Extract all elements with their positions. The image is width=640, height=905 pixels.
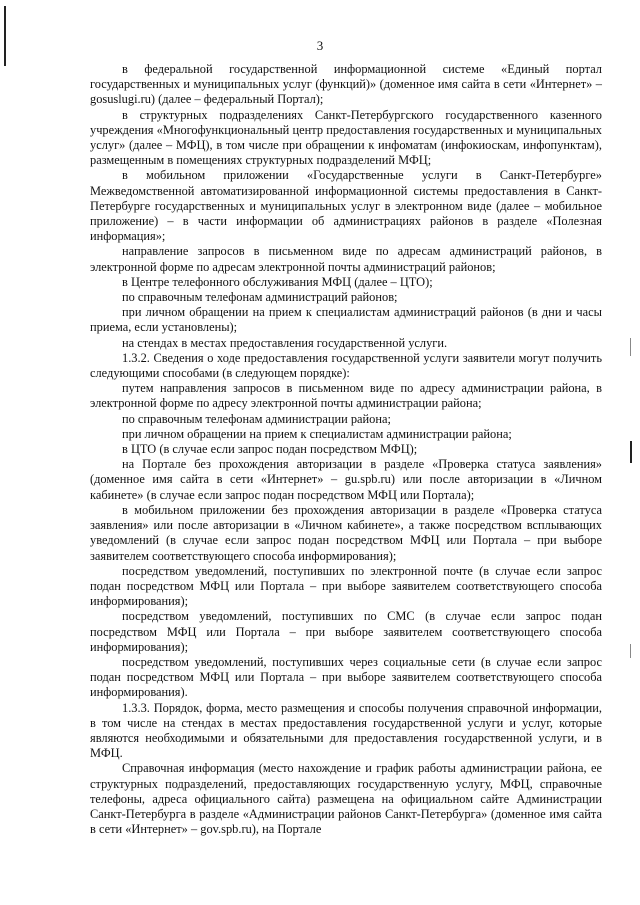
paragraph-cto-mfc: в ЦТО (в случае если запрос подан посредством МФЦ); — [122, 442, 418, 457]
paragraph-phones-district: по справочным телефонам администрации района; — [122, 411, 391, 426]
scan-edge-mark-right-2 — [630, 441, 632, 463]
scan-edge-mark-right-3 — [630, 644, 631, 658]
paragraph-section-1-3-2: 1.3.2. Сведения о ходе предоставления государственной услуги заявители могут получить следующими способами (в следующем порядке): — [90, 350, 602, 381]
paragraph-phones: по справочным телефонам администраций районов; — [122, 290, 398, 305]
paragraph-mobile-status: в мобильном приложении без прохождения авторизации в разделе «Проверка статуса заявления» или после авторизации в «Личном кабинете», а также посредством всплывающих уведомлений (в случае если запрос подан посредством МФЦ или Портала – при выборе заявителем соответствующего способа информирования); — [90, 502, 602, 563]
paragraph-sms-notifications: посредством уведомлений, поступивших по СМС (в случае если запрос подан посредством МФЦ или Портала – при выборе заявителем соответствующего способа информирования); — [90, 609, 602, 654]
paragraph-written-requests: направление запросов в письменном виде по адресам администраций районов, в электронной форме по адресам электронной почты администраций районов; — [90, 244, 602, 274]
paragraph-personal-visit: при личном обращении на прием к специалистам администраций районов (в дни и часы приема, если установлены); — [90, 305, 602, 335]
document-body — [90, 62, 602, 837]
paragraph-mobile-app: в мобильном приложении «Государственные услуги в Санкт-Петербурге» Межведомственной автоматизированной информационной системы предоставления в Санкт-Петербурге государственных и муниципальных услуг в электронном виде (далее – мобильное приложение) – в части информации об администрациях районов в разделе «Полезная информация»; — [90, 168, 602, 244]
paragraph-federal-portal: в федеральной государственной информационной системе «Единый портал государственных и муниципальных услуг (функций)» (доменное имя сайта в сети «Интернет» – gosuslugi.ru) (далее – федеральный Портал); — [90, 62, 602, 107]
paragraph-personal-visit-district: при личном обращении на прием к специалистам администрации района; — [122, 426, 512, 441]
paragraph-stands: на стендах в местах предоставления государственной услуги. — [122, 335, 448, 350]
scan-edge-mark-top-left — [4, 6, 6, 66]
paragraph-reference-info: Справочная информация (место нахождение и график работы администрации района, ее структурных подразделений, предоставляющих государственную услугу, МФЦ, справочные телефоны, адреса официального сайта) размещена на официальном сайте Администрации Санкт-Петербурга в разделе «Администрации районов Санкт-Петербурга» (доменное имя сайта в сети «Интернет» – gov.spb.ru), на Портале — [90, 761, 602, 837]
paragraph-mfc: в структурных подразделениях Санкт-Петербургского государственного казенного учреждения «Многофункциональный центр предоставления государственных и муниципальных услуг» (далее – МФЦ), в том числе при обращении к инфоматам (инфокиоскам, инфопунктам), размещенным в помещениях структурных подразделений МФЦ; — [90, 107, 602, 168]
page-number: 3 — [316, 38, 324, 53]
paragraph-written-request-district: путем направления запросов в письменном виде по адресу администрации района, в электронной форме по адресу электронной почты администрации района; — [90, 381, 602, 411]
paragraph-portal-status: на Портале без прохождения авторизации в разделе «Проверка статуса заявления» (доменное имя сайта в сети «Интернет» – gu.spb.ru) или после авторизации в «Личном кабинете» (в случае если запрос подан посредством МФЦ или Портала); — [90, 457, 602, 502]
paragraph-section-1-3-3: 1.3.3. Порядок, форма, место размещения и способы получения справочной информации, в том числе на стендах в местах предоставления государственной услуги и услуг, которые являются необходимыми и обязательными для предоставления государственной услуги, и в МФЦ. — [90, 700, 602, 761]
scan-edge-mark-right-1 — [630, 338, 631, 356]
paragraph-social-notifications: посредством уведомлений, поступивших через социальные сети (в случае если запрос подан посредством МФЦ или Портала – при выборе заявителем соответствующего способа информирования). — [90, 654, 602, 700]
paragraph-email-notifications: посредством уведомлений, поступивших по электронной почте (в случае если запрос подан посредством МФЦ или Портала – при выборе заявителем соответствующего способа информирования); — [90, 563, 602, 609]
paragraph-cto: в Центре телефонного обслуживания МФЦ (далее – ЦТО); — [122, 274, 433, 289]
